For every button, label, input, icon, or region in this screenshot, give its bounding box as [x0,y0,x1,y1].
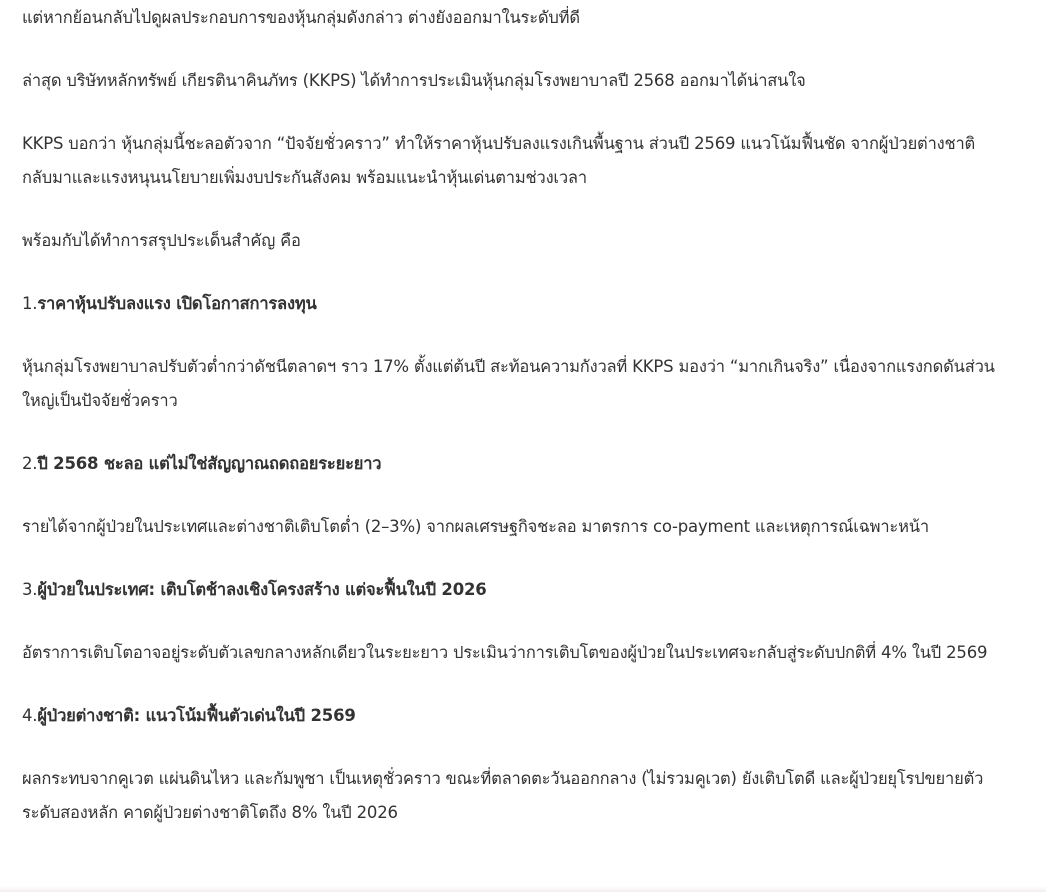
section-title: ปี 2568 ชะลอ แต่ไม่ใช่สัญญาณถดถอยระยะยาว [37,454,382,473]
section-heading-4 [22,699,1002,733]
article-body [22,0,1002,830]
section-number: 2. [22,454,38,473]
paragraph-kkps-assessment: ล่าสุด บริษัทหลักทรัพย์ เกียรตินาคินภัทร (KKPS) ได้ทำการประเมินหุ้นกลุ่มโรงพยาบาลปี 2568 ออกมาได้น่าสนใจ [22,71,806,90]
section-title: ผู้ป่วยต่างชาติ: แนวโน้มฟื้นตัวเด่นในปี 2569 [37,706,356,725]
section-number: 3. [22,580,38,599]
section-heading-2 [22,447,1002,481]
section-heading-3 [22,573,1002,607]
section-body-1: หุ้นกลุ่มโรงพยาบาลปรับตัวต่ำกว่าดัชนีตลาดฯ ราว 17% ตั้งแต่ต้นปี สะท้อนความกังวลที่ KKPS มองว่า “มากเกินจริง” เนื่องจากแรงกดดันส่วนใหญ่เป็นปัจจัยชั่วคราว [22,357,995,410]
bottom-edge-shade [0,886,1046,892]
section-body-3: อัตราการเติบโตอาจอยู่ระดับตัวเลขกลางหลักเดียวในระยะยาว ประเมินว่าการเติบโตของผู้ป่วยในประเทศจะกลับสู่ระดับปกติที่ 4% ในปี 2569 [22,643,988,662]
paragraph-key-points-intro: พร้อมกับได้ทำการสรุปประเด็นสำคัญ คือ [22,231,301,250]
section-title: ราคาหุ้นปรับลงแรง เปิดโอกาสการลงทุน [37,294,317,313]
paragraph-kkps-summary: KKPS บอกว่า หุ้นกลุ่มนี้ชะลอตัวจาก “ปัจจัยชั่วคราว” ทำให้ราคาหุ้นปรับลงแรงเกินพื้นฐาน ส่วนปี 2569 แนวโน้มฟื้นชัด จากผู้ป่วยต่างชาติกลับมาและแรงหนุนนโยบายเพิ่มงบประกันสังคม พร้อมแนะนำหุ้นเด่นตามช่วงเวลา [22,134,976,187]
section-heading-1 [22,287,1002,321]
section-body-2: รายได้จากผู้ป่วยในประเทศและต่างชาติเติบโตต่ำ (2–3%) จากผลเศรษฐกิจชะลอ มาตรการ co-payment และเหตุการณ์เฉพาะหน้า [22,517,929,536]
section-title: ผู้ป่วยในประเทศ: เติบโตช้าลงเชิงโครงสร้าง แต่จะฟื้นในปี 2026 [37,580,487,599]
section-body-4: ผลกระทบจากคูเวต แผ่นดินไหว และกัมพูชา เป็นเหตุชั่วคราว ขณะที่ตลาดตะวันออกกลาง (ไม่รวมคูเวต) ยังเติบโตดี และผู้ป่วยยุโรปขยายตัวระดับสองหลัก คาดผู้ป่วยต่างชาติโตถึง 8% ในปี 2026 [22,769,984,822]
paragraph-intro: แต่หากย้อนกลับไปดูผลประกอบการของหุ้นกลุ่มดังกล่าว ต่างยังออกมาในระดับที่ดี [22,8,580,27]
section-number: 1. [22,294,38,313]
section-number: 4. [22,706,38,725]
